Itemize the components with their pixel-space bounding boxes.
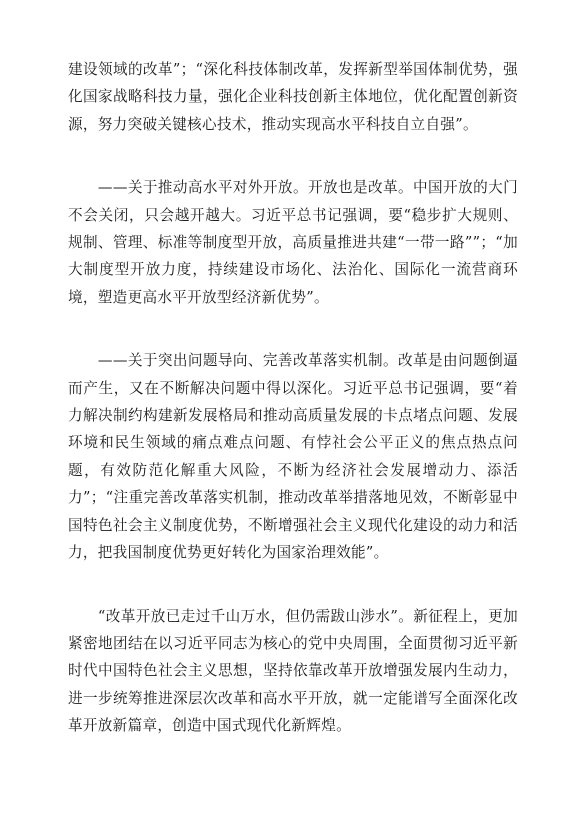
paragraph-opening-up: ——关于推动高水平对外开放。开放也是改革。中国开放的大门不会关闭，只会越开越大。习近平总书记强调，要“稳步扩大规则、规制、管理、标准等制度型开放，高质量推进共建“一带一路””；“加大制度型开放力度，持续建设市场化、法治化、国际化一流营商环境，塑造更高水平开放型经济新优势”。: [68, 179, 518, 306]
paragraph-conclusion: “改革开放已走过千山万水，但仍需跋山涉水”。新征程上，更加紧密地团结在以习近平同志为核心的党中央周围，全面贯彻习近平新时代中国特色社会主义思想，坚持依靠改革开放增强发展内生动力，进一步统筹推进深层次改革和高水平开放，就一定能谱写全面深化改革开放新篇章，创造中国式现代化新辉煌。: [68, 607, 518, 735]
paragraph-continuation-sci-tech-reform: 建设领域的改革”；“深化科技体制改革，发挥新型举国体制优势，强化国家战略科技力量，强化企业科技创新主体地位，优化配置创新资源，努力突破关键核心技术，推动实现高水平科技自立自强”。: [68, 61, 518, 133]
paragraph-problem-orientation: ——关于突出问题导向、完善改革落实机制。改革是由问题倒逼而产生，又在不断解决问题中得以深化。习近平总书记强调，要“着力解决制约构建新发展格局和推动高质量发展的卡点堵点问题、发展环境和民生领域的痛点难点问题、有悖社会公平正义的焦点热点问题，有效防范化解重大风险，不断为经济社会发展增动力、添活力”；“注重完善改革落实机制，推动改革举措落地见效，不断彰显中国特色社会主义制度优势，不断增强社会主义现代化建设的动力和活力，把我国制度优势更好转化为国家治理效能”。: [68, 352, 518, 562]
